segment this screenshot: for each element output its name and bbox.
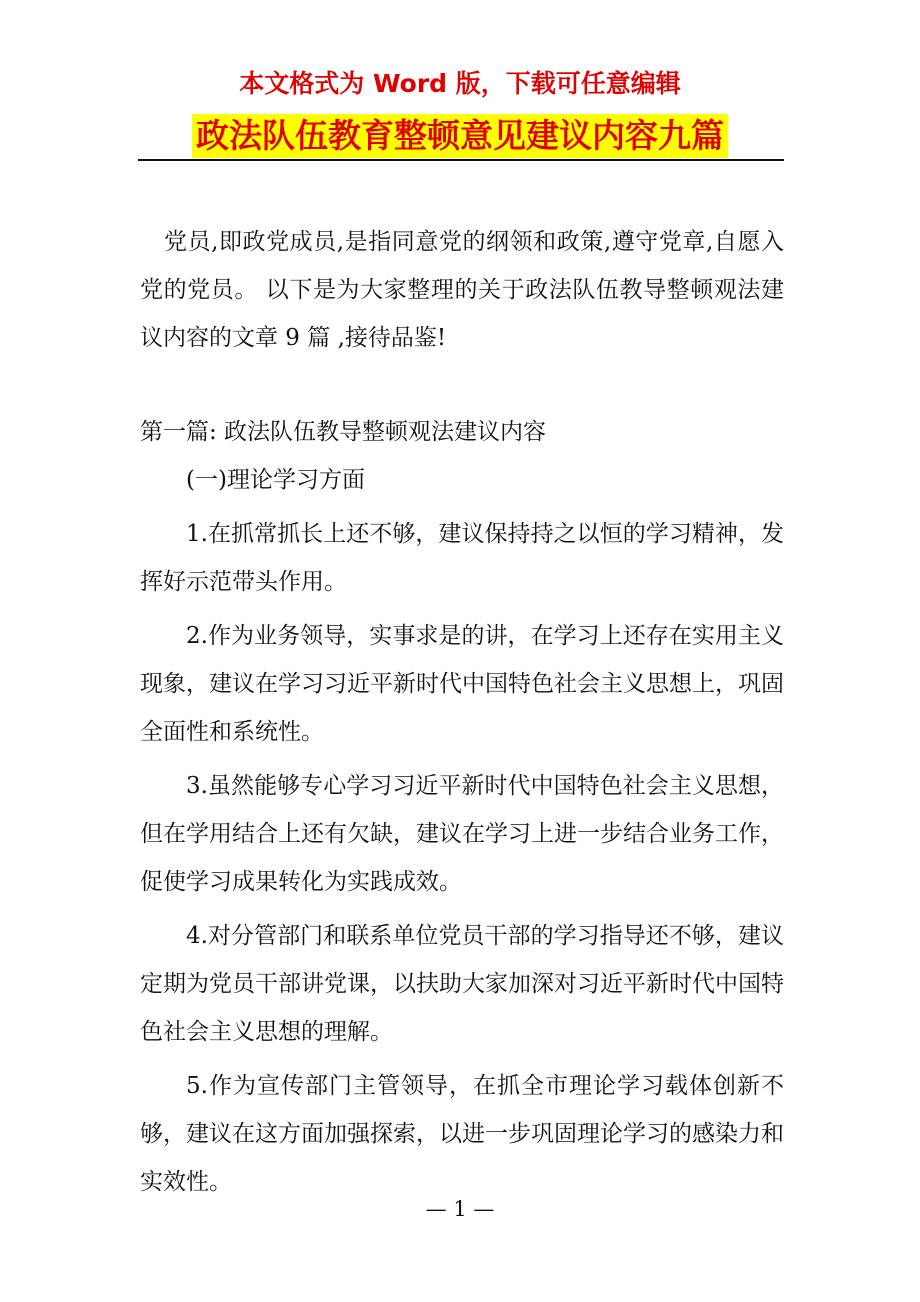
intro-paragraph: 党员,即政党成员,是指同意党的纲领和政策,遵守党章,自愿入党的党员。 以下是为大家整理的关于政法队伍教导整顿观法建议内容的文章 9 篇 ,接待品鉴! — [140, 229, 784, 351]
title-divider — [138, 159, 784, 161]
body-paragraph: 4.对分管部门和联系单位党员干部的学习指导还不够，建议定期为党员干部讲党课，以扶助大家加深对习近平新时代中国特色社会主义思想的理解。 — [140, 923, 784, 1045]
title-container — [0, 114, 920, 158]
document-title: 政法队伍教育整顿意见建议内容九篇 — [192, 114, 728, 158]
body-paragraph: 2.作为业务领导，实事求是的讲，在学习上还存在实用主义现象，建议在学习习近平新时代中国特色社会主义思想上，巩固全面性和系统性。 — [140, 623, 784, 745]
body-paragraph: 5.作为宣传部门主管领导，在抓全市理论学习载体创新不够，建议在这方面加强探索，以进一步巩固理论学习的感染力和实效性。 — [140, 1073, 784, 1195]
document-body — [140, 218, 784, 1206]
page-number: — 1 — — [425, 1197, 495, 1221]
format-notice-banner: 本文格式为 Word 版，下载可任意编辑 — [239, 69, 681, 98]
body-paragraph: 1.在抓常抓长上还不够，建议保持持之以恒的学习精神，发挥好示范带头作用。 — [140, 521, 784, 595]
section-heading: 第一篇: 政法队伍教导整顿观法建议内容 — [140, 419, 547, 445]
body-paragraph: 3.虽然能够专心学习习近平新时代中国特色社会主义思想，但在学用结合上还有欠缺，建议在学习上进一步结合业务工作，促使学习成果转化为实践成效。 — [140, 773, 784, 895]
section-subheading: (一)理论学习方面 — [186, 467, 365, 493]
